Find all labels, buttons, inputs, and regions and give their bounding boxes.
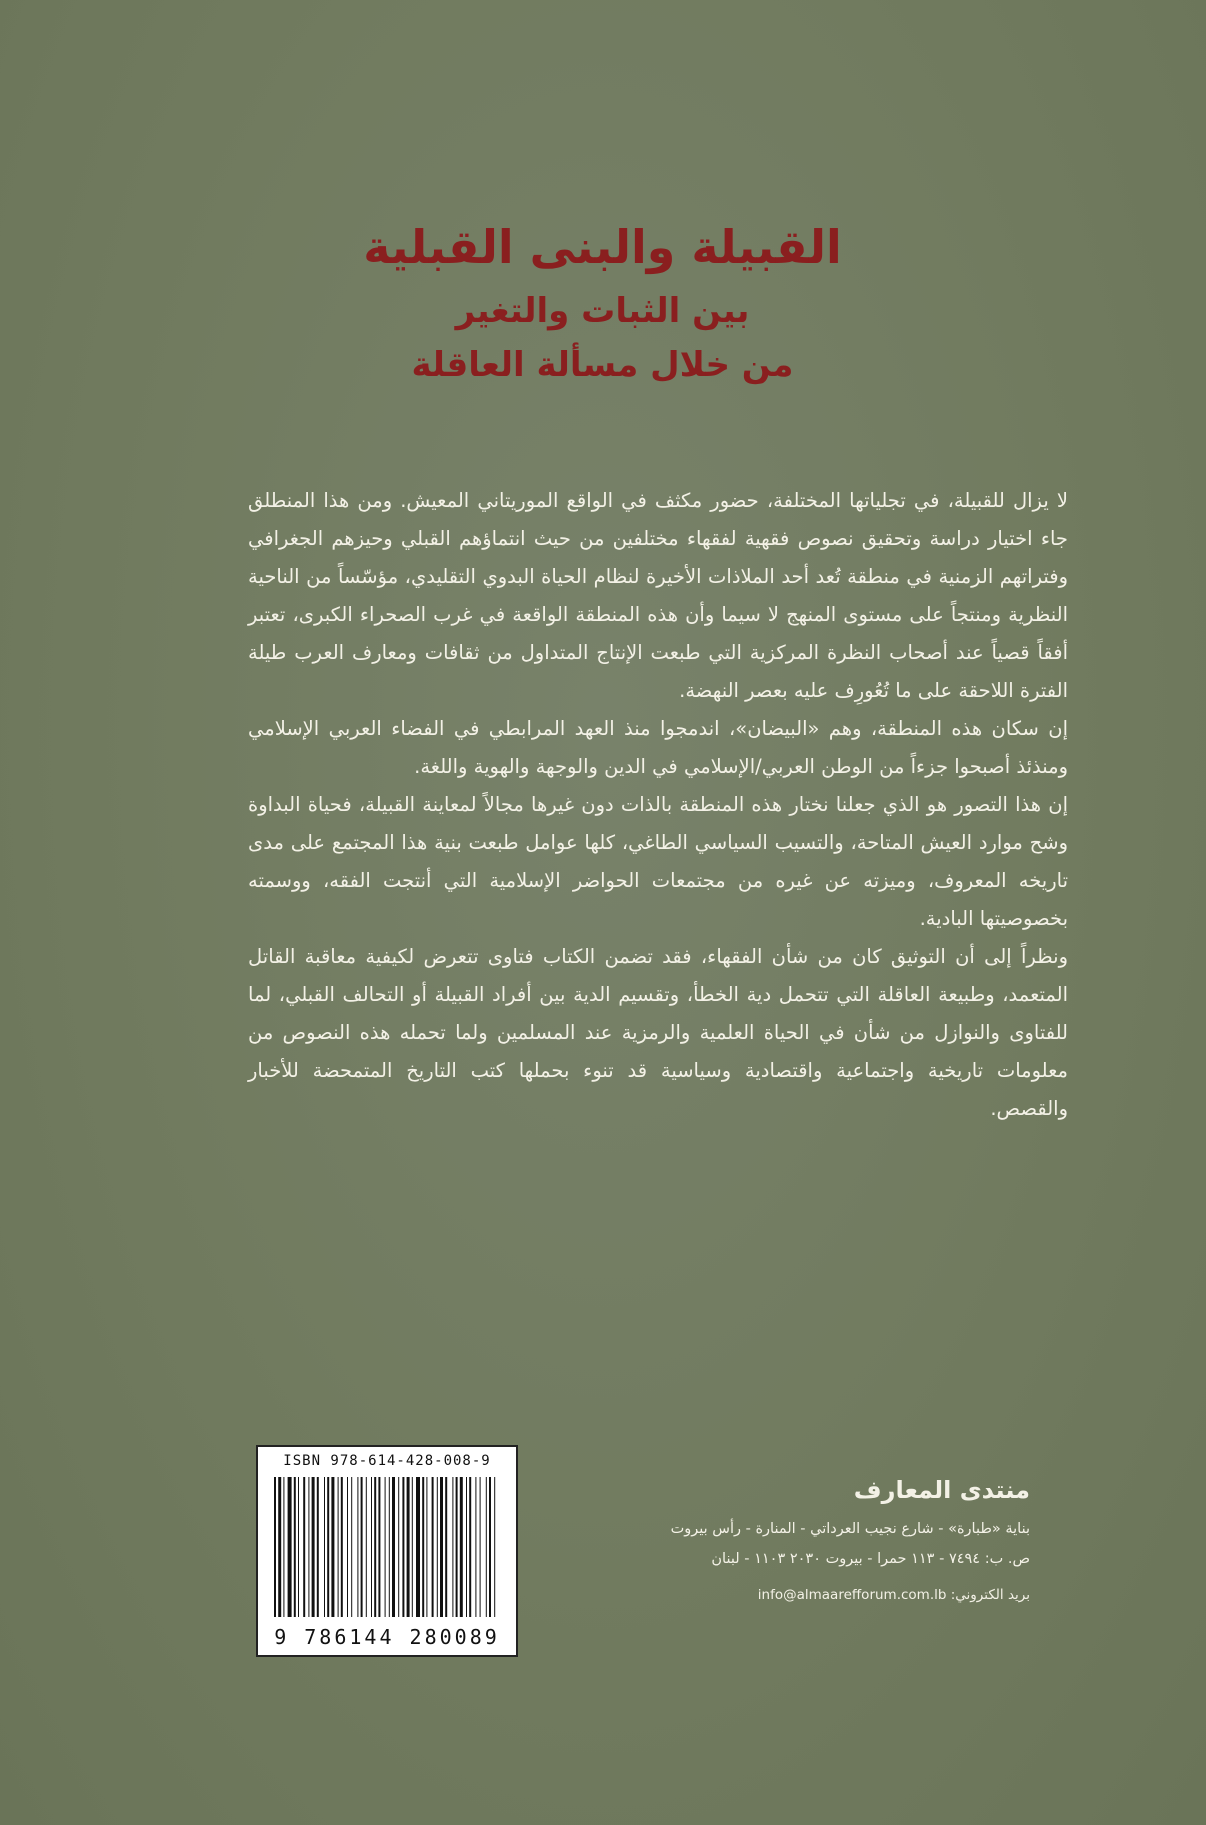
barcode-bar: [274, 1477, 276, 1617]
email-address[interactable]: info@almaarefforum.com.lb: [757, 1587, 947, 1603]
publisher-block: [560, 1470, 1030, 1610]
book-title: القبيلة والبنى القبلية: [363, 220, 842, 274]
barcode-bar: [331, 1477, 334, 1617]
barcode-bar: [402, 1477, 404, 1617]
blurb-paragraph-3: إن هذا التصور هو الذي جعلنا نختار هذه المنطقة بالذات دون غيرها مجالاً لمعاينة القبيلة، فحياة البداوة وشح موارد العيش المتاحة، والتسيب السياسي الطاغي، كلها عوامل طبعت بنية هذا المجتمع على مدى تاريخه المعروف، وميزته عن غيره من مجتمعات الحواضر الإسلامية التي أنتجت الفقه، ووسمته بخصوصيتها البادية.: [248, 793, 1068, 930]
barcode-bar: [412, 1477, 413, 1617]
publisher-email-line: [560, 1580, 1030, 1610]
isbn-barcode: [256, 1445, 518, 1657]
barcode-bar: [312, 1477, 315, 1617]
barcode-bar: [366, 1477, 367, 1617]
barcode-bar: [385, 1477, 386, 1617]
barcode-bar: [294, 1477, 296, 1617]
blurb: [248, 482, 1068, 1128]
book-subtitle-2: من خلال مسألة العاقلة: [411, 345, 794, 385]
barcode-bar: [456, 1477, 458, 1617]
barcode-bar: [422, 1477, 424, 1617]
barcode-bar: [440, 1477, 443, 1617]
title-block: [150, 215, 1055, 391]
barcode-bar: [338, 1477, 339, 1617]
barcode-bar: [460, 1477, 463, 1617]
barcode-bar: [407, 1477, 410, 1617]
barcode-bar: [452, 1477, 453, 1617]
barcode-bar: [378, 1477, 380, 1617]
barcode-bar: [466, 1477, 467, 1617]
barcode-bar: [288, 1477, 292, 1617]
blurb-paragraph-2: إن سكان هذه المنطقة، وهم «البيضان»، اندمجوا منذ العهد المرابطي في الفضاء العربي الإسلامي ومنذئذ أصبحوا جزءاً من الوطن العربي/الإسلامي في الدين والوجهة والهوية واللغة.: [248, 717, 1068, 778]
barcode-bar: [480, 1477, 481, 1617]
barcode-bar: [432, 1477, 434, 1617]
barcode-bar: [398, 1477, 399, 1617]
barcode-bar: [437, 1477, 438, 1617]
barcode-bar: [324, 1477, 325, 1617]
barcode-bar: [469, 1477, 471, 1617]
barcode-bar: [303, 1477, 305, 1617]
barcode-bar: [361, 1477, 363, 1617]
barcode-bar: [494, 1477, 495, 1617]
book-subtitle-1: بين الثبات والتغير: [455, 291, 750, 331]
barcode-bar: [371, 1477, 372, 1617]
barcode-bar: [341, 1477, 343, 1617]
isbn-digits: 9 786144 280089: [274, 1625, 500, 1649]
publisher-name: منتدى المعارف: [853, 1476, 1030, 1504]
barcode-bar: [317, 1477, 319, 1617]
barcode-bar: [489, 1477, 491, 1617]
blurb-paragraph-4: ونظراً إلى أن التوثيق كان من شأن الفقهاء، فقد تضمن الكتاب فتاوى تتعرض لكيفية معاقبة القاتل المتعمد، وطبيعة العاقلة التي تتحمل دية الخطأ، وتقسيم الدية بين أفراد القبيلة أو التحالف القبلي، لما للفتاوى والنوازل من شأن في الحياة العلمية والرمزية عند المسلمين ولما تحمله هذه النصوص من معلومات تاريخية واجتماعية واقتصادية وسياسية قد تنوء بحملها كتب التاريخ المتمحضة للأخبار والقصص.: [248, 945, 1068, 1120]
barcode-bar: [278, 1477, 281, 1617]
barcode-bar: [351, 1477, 352, 1617]
barcode-bar: [475, 1477, 476, 1617]
isbn-label: ISBN 978-614-428-008-9: [283, 1453, 491, 1469]
email-label: بريد الكتروني:: [950, 1587, 1030, 1603]
barcode-bar: [283, 1477, 284, 1617]
publisher-pobox: ص. ب: ٧٤٩٤ - ١١٣ حمرا - بيروت ٢٠٣٠ ١١٠٣ - لبنان: [711, 1551, 1030, 1567]
barcode-bar: [347, 1477, 348, 1617]
barcode-bar: [445, 1477, 447, 1617]
barcode-bar: [298, 1477, 299, 1617]
barcode-bar: [308, 1477, 309, 1617]
barcode-bar: [357, 1477, 358, 1617]
publisher-address: بناية «طبارة» - شارع نجيب العرداتي - المنارة - رأس بيروت: [670, 1521, 1030, 1537]
barcode-bar: [374, 1477, 376, 1617]
barcode-bar: [486, 1477, 487, 1617]
blurb-paragraph-1: لا يزال للقبيلة، في تجلياتها المختلفة، حضور مكثف في الواقع الموريتاني المعيش. ومن هذا المنطلق جاء اختيار دراسة وتحقيق نصوص فقهية لفقهاء مختلفين من حيث انتماؤهم القبلي وحيزهم الجغرافي وفتراتهم الزمنية في منطقة تُعد أحد الملاذات الأخيرة لنظام الحياة البدوي التقليدي، مؤسّساً من الناحية النظرية ومنتجاً على مستوى المنهج لا سيما وأن هذه المنطقة الواقعة في غرب الصحراء الكبرى، تعتبر أفقاً قصياً عند أصحاب النظرة المركزية التي طبعت الإنتاج المتداول من ثقافات ومعارف العرب طيلة الفترة اللاحقة على ما تُعُورِف عليه بعصر النهضة.: [248, 489, 1068, 702]
barcode-bars: [272, 1477, 502, 1617]
barcode-bar: [416, 1477, 420, 1617]
barcode-bar: [389, 1477, 390, 1617]
barcode-bar: [426, 1477, 427, 1617]
barcode-bar: [327, 1477, 329, 1617]
barcode-bar: [392, 1477, 395, 1617]
